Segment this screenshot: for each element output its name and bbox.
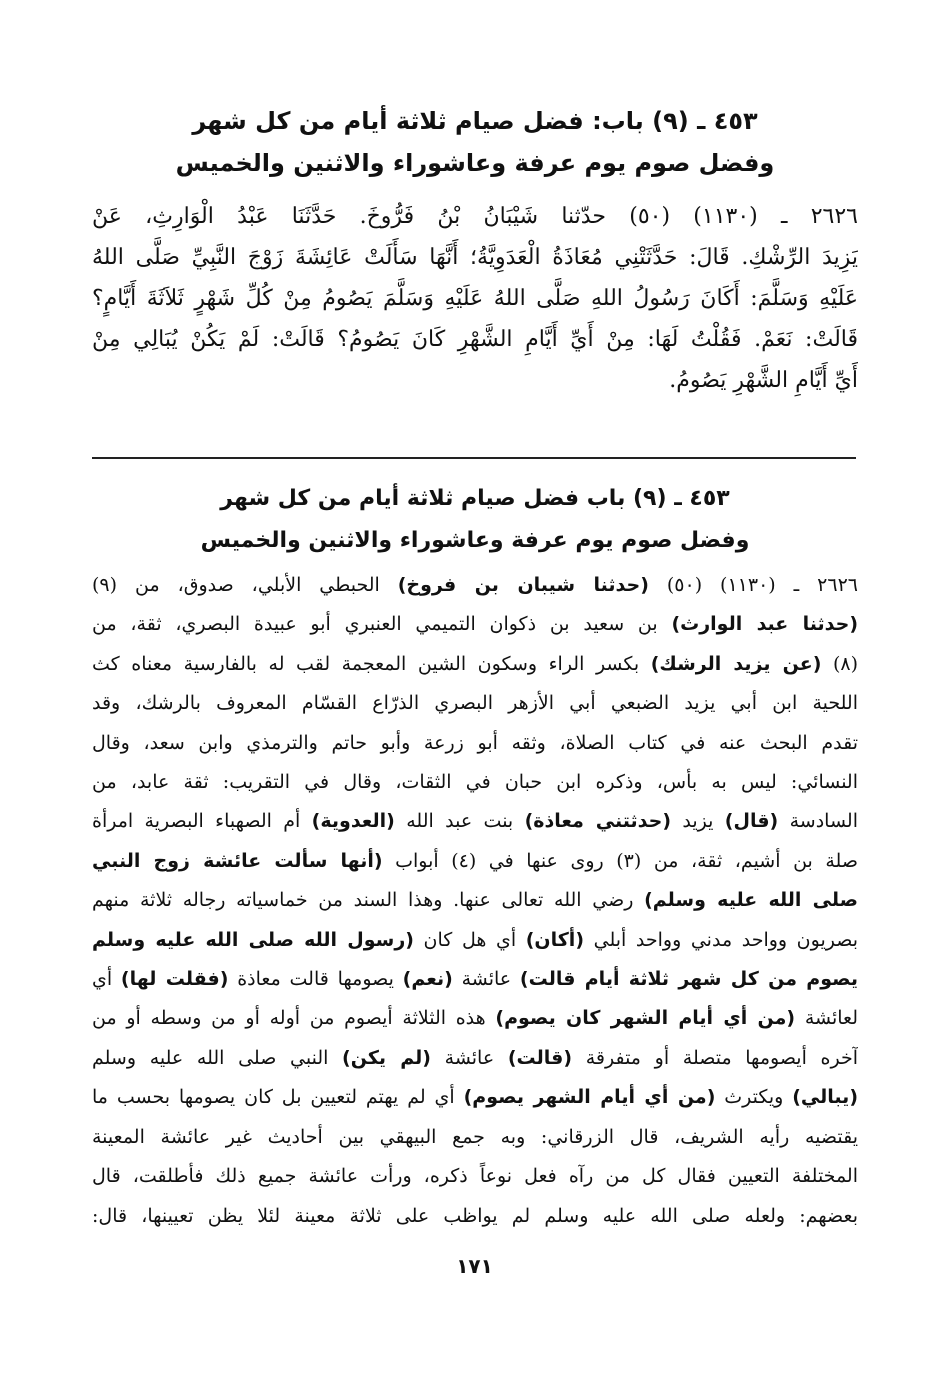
text-segment: أي هل كان — [413, 928, 526, 951]
bold-quote-segment: (من أي أيام الشهر كان يصوم) — [495, 1007, 796, 1030]
commentary-line — [92, 1078, 858, 1117]
commentary-line — [92, 921, 858, 960]
commentary-line — [92, 802, 858, 841]
bold-quote-segment: (عن يزيد الرشك) — [650, 652, 822, 675]
text-segment: عائشة — [430, 1046, 508, 1069]
text-segment: ويكترث — [715, 1086, 793, 1109]
bold-quote-segment: (فقلت لها) — [120, 968, 229, 991]
text-segment: (٨) — [821, 652, 858, 675]
text-segment: اللحية ابن أبي يزيد الضبعي أبي الأزهر البصري الذرّاع القسّام المعروف بالرشك، وقد — [92, 692, 858, 715]
text-segment: آخره أيصومها متصلة أو متفرقة — [572, 1046, 858, 1069]
hadith-text — [92, 196, 858, 401]
commentary-line — [92, 566, 858, 605]
bold-quote-segment: (العدوية) — [311, 810, 395, 833]
commentary-heading — [92, 478, 858, 562]
separator-rule — [92, 457, 856, 459]
bold-quote-segment: (رسول الله صلى الله عليه وسلم — [92, 928, 414, 951]
bold-quote-segment: (أنها سألت عائشة زوج النبي — [92, 849, 383, 872]
text-segment: أي — [92, 968, 121, 991]
commentary-text — [92, 566, 858, 1236]
commentary-line — [92, 684, 858, 723]
text-segment: أي لم يهتم لتعيين بل كان يصومها بحسب ما — [92, 1086, 464, 1109]
text-segment: بكسر الراء وسكون الشين المعجمة لقب له بالفارسية معناه كث — [92, 652, 651, 675]
commentary-line — [92, 605, 858, 644]
hadith-line: ٢٦٢٦ ـ (١١٣٠) (٥٠) حدّثنا شَيْبَانُ بْنُ فَرُّوخَ. حَدَّثَنَا عَبْدُ الْوَارِثِ، عَنْ — [92, 204, 858, 229]
commentary-line — [92, 1197, 858, 1236]
text-segment: المختلفة التعيين فقال كل من رآه فعل نوعاً ذكره، ورأت عائشة جميع ذلك فأطلقت، قال — [92, 1165, 858, 1188]
bold-quote-segment: (أكان) — [525, 928, 584, 951]
text-segment: النبي صلى الله عليه وسلم — [92, 1046, 343, 1069]
commentary-line — [92, 842, 858, 881]
text-segment: هذه الثلاثة أيصوم من أوله أو من وسطه أو من — [92, 1007, 496, 1030]
bold-quote-segment: (حدثتني معاذة) — [524, 810, 672, 833]
heading-line: ٤٥٣ ـ (٩) باب: فضل صيام ثلاثة أيام من كل شهر — [192, 107, 758, 135]
hadith-line: يَزِيدَ الرِّشْكِ. قَالَ: حَدَّثَتْنِي مُعَاذَةُ الْعَدَوِيَّةُ؛ أَنَّهَا سَأَلَتْ عَائِشَةَ زَوْجَ النَّبِيِّ صَلَّى اللهُ — [92, 245, 858, 270]
bold-quote-segment: (من أي أيام الشهر يصوم) — [463, 1086, 716, 1109]
text-segment: بنت عبد الله — [394, 810, 525, 833]
bold-quote-segment: (يبالي) — [792, 1086, 858, 1109]
heading-line: وفضل صوم يوم عرفة وعاشوراء والاثنين والخميس — [175, 149, 775, 177]
text-segment: بن سعيد بن ذكوان التميمي العنبري أبو عبيدة البصري، ثقة، من — [92, 613, 672, 636]
commentary-line — [92, 999, 858, 1038]
text-segment: السادسة — [778, 810, 858, 833]
text-segment: عائشة — [452, 968, 520, 991]
text-segment: ٢٦٢٦ ـ (١١٣٠) (٥٠) — [648, 574, 858, 596]
text-segment: أم الصهباء البصرية امرأة — [92, 810, 312, 833]
commentary-line — [92, 724, 858, 763]
bold-quote-segment: (لم يكن) — [342, 1046, 431, 1069]
bold-quote-segment: (نعم) — [402, 968, 453, 991]
heading-line: ٤٥٣ ـ (٩) باب فضل صيام ثلاثة أيام من كل شهر — [220, 486, 730, 511]
commentary-line — [92, 645, 858, 684]
commentary-line — [92, 881, 858, 920]
bold-quote-segment: يصوم من كل شهر ثلاثة أيام قالت) — [519, 968, 858, 991]
text-segment: صلة بن أشيم، ثقة، من (٣) روى عنها في (٤) أبواب — [382, 849, 858, 872]
hadith-line: قَالَتْ: نَعَمْ. فَقُلْتُ لَهَا: مِنْ أَيِّ أَيَّامِ الشَّهْرِ كَانَ يَصُومُ؟ قَالَتْ: لَمْ يَكُنْ يُبَالِي مِنْ — [92, 327, 858, 352]
text-segment: يصومها قالت معاذة — [228, 968, 403, 991]
commentary-line — [92, 1157, 858, 1196]
bold-quote-segment: (قال) — [724, 810, 779, 833]
page-number: ١٧١ — [456, 1254, 493, 1278]
bold-quote-segment: صلى الله عليه وسلم) — [644, 889, 858, 912]
chapter-heading — [92, 100, 858, 184]
commentary-line — [92, 1039, 858, 1078]
hadith-line: أَيِّ أَيَّامِ الشَّهْرِ يَصُومُ. — [669, 368, 858, 393]
text-segment: النسائي: ليس به بأس، وذكره ابن حبان في الثقات، وقال في التقريب: ثقة عابد، من — [92, 771, 858, 794]
bold-quote-segment: (قالت) — [507, 1046, 573, 1069]
text-segment: رضي الله تعالى عنها. وهذا السند من خماسياته رجاله ثلاثة منهم — [92, 889, 645, 912]
hadith-line: عَلَيْهِ وَسَلَّمَ: أَكَانَ رَسُولُ اللهِ صَلَّى اللهُ عَلَيْهِ وَسَلَّمَ يَصُومُ مِنْ كُلِّ شَهْرٍ ثَلاَثَةَ أَيَّامٍ؟ — [92, 286, 858, 311]
commentary-line — [92, 1118, 858, 1157]
text-segment: الحبطي الأبلي، صدوق، من (٩) — [92, 574, 398, 596]
text-segment: بعضهم: ولعله صلى الله عليه وسلم لم يواظب على ثلاثة معينة لئلا يظن تعيينها، قال: — [92, 1204, 858, 1227]
bold-quote-segment: (حدثنا شيبان بن فروخ) — [397, 574, 649, 596]
heading-line: وفضل صوم يوم عرفة وعاشوراء والاثنين والخميس — [200, 528, 750, 553]
text-segment: تقدم البحث عنه في كتاب الصلاة، وثقه أبو زرعة وأبو حاتم والترمذي وابن سعد، وقال — [92, 731, 858, 754]
text-segment: يزيد — [671, 810, 725, 833]
text-segment: بصريون وواحد مدني وواحد أبلي — [584, 928, 858, 951]
text-segment: لعائشة — [795, 1007, 858, 1030]
bold-quote-segment: (حدثنا عبد الوارث) — [671, 613, 858, 636]
commentary-line — [92, 763, 858, 802]
text-segment: يقتضيه رأيه الشريف، قال الزرقاني: وبه جمع البيهقي بين أحاديث غير عائشة المعينة — [92, 1125, 858, 1148]
commentary-line — [92, 960, 858, 999]
